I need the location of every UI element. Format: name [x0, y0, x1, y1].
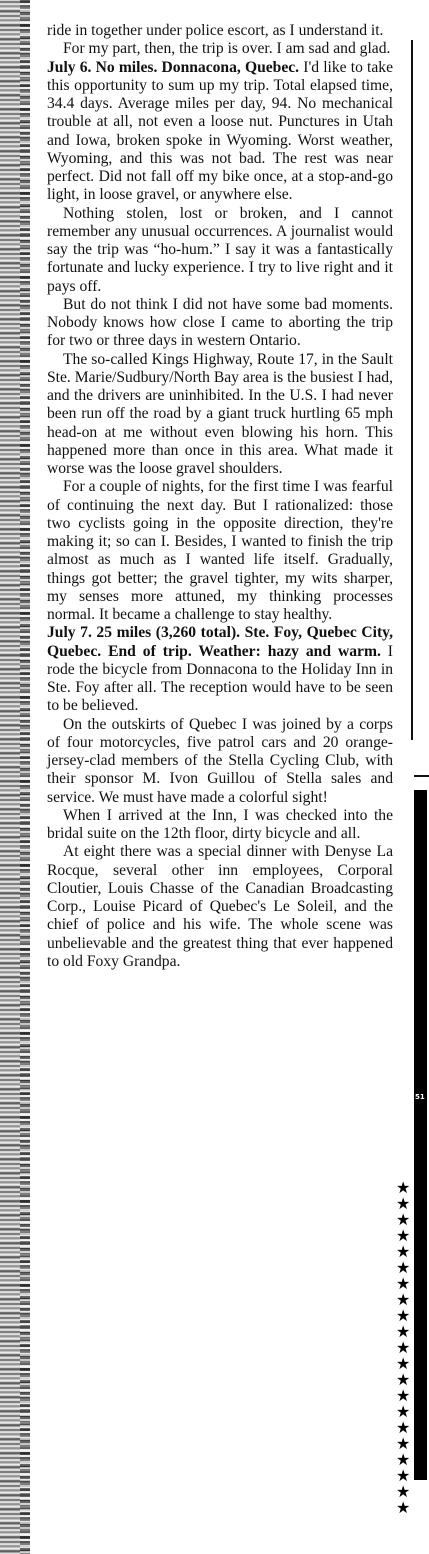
para-4: But do not think I did not have some bad moments. Nobody knows how close I came to aborting the trip for two or three days in western Ontario. — [47, 295, 393, 350]
adjacent-page-label: 51 — [415, 1093, 425, 1101]
star-icon: ★ — [396, 1402, 411, 1421]
star-icon: ★ — [396, 1178, 411, 1197]
star-icon: ★ — [396, 1226, 411, 1245]
star-icon: ★ — [396, 1450, 411, 1469]
star-icon: ★ — [396, 1498, 411, 1517]
star-icon: ★ — [396, 1434, 411, 1453]
para-2: July 6. No miles. Donnacona, Quebec. I'd like to take this opportunity to sum up my trip. Total elapsed time, 34.4 days. Average miles per day, 94. No mechanical trouble at all, not even a loose nut. Punctures in Utah and Iowa, broken spoke in Wyoming. Worst weather, Wyoming, and this was not bad. The rest was near perfect. Did not fall off my bike once, at a stop-and-go light, in loose gravel, or anywhere else. — [47, 58, 393, 204]
star-icon: ★ — [396, 1322, 411, 1341]
para-8: On the outskirts of Quebec I was joined by a corps of four motorcycles, five patrol cars and 20 orange-jersey-clad members of the Stella Cycling Club, with their sponsor M. Ivon Guillou of Stella sales and service. We must have made a colorful sight! — [47, 715, 393, 806]
entry-heading-july-6: July 6. No miles. Donnacona, Quebec. — [47, 58, 300, 76]
star-icon: ★ — [396, 1210, 411, 1229]
para-9: When I arrived at the Inn, I was checked into the bridal suite on the 12th floor, dirty bicycle and all. — [47, 806, 393, 842]
article-column — [47, 22, 393, 971]
star-icon: ★ — [396, 1418, 411, 1437]
star-icon: ★ — [396, 1274, 411, 1293]
star-icon: ★ — [396, 1194, 411, 1213]
para-5: The so-called Kings Highway, Route 17, in the Sault Ste. Marie/Sudbury/North Bay area is the busiest I had, and the drivers are uninhibited. In the U.S. I had never been run off the road by a giant truck hurtling 65 mph head-on at me without even blowing his horn. This happened more than once in this area. What made it worse was the loose gravel shoulders. — [47, 350, 393, 477]
star-icon: ★ — [396, 1258, 411, 1277]
star-icon: ★ — [396, 1386, 411, 1405]
right-column-rule — [411, 40, 413, 740]
para-7: July 7. 25 miles (3,260 total). Ste. Foy, Quebec City, Quebec. End of trip. Weather: hazy and warm. I rode the bicycle from Donnacona to the Holiday Inn in Ste. Foy after all. The reception would have to be seen to be believed. — [47, 624, 393, 715]
para-6: For a couple of nights, for the first time I was fearful of continuing the next day. But I rationalized: those two cyclists going in the opposite direction, they're making it; so can I. Besides, I wanted to finish the trip almost as much as I wanted life itself. Gradually, things got better; the gravel tighter, my wits sharper, my senses more attuned, my thinking processes normal. It became a challenge to stay healthy. — [47, 478, 393, 623]
para-3: Nothing stolen, lost or broken, and I cannot remember any unusual occurrences. A journalist would say the trip was “ho-hum.” I say it was a fantastically fortunate and lucky experience. I try to live right and it pays off. — [47, 204, 393, 295]
right-rule-horizontal — [414, 775, 429, 777]
entry-heading-july-7: July 7. 25 miles (3,260 total). Ste. Foy, Quebec City, Quebec. End of trip. Weather: hazy and warm. — [47, 624, 393, 660]
star-icon: ★ — [396, 1306, 411, 1325]
star-icon: ★ — [396, 1290, 411, 1309]
para-0: ride in together under police escort, as I understand it. — [47, 22, 384, 39]
para-10: At eight there was a special dinner with Denyse La Rocque, several other inn employees, Corporal Cloutier, Louis Chasse of the Canadian Broadcasting Corp., Louise Picard of Quebec's Le Soleil, and the chief of police and his wife. The whole scene was unbelievable and the greatest thing that ever happened to old Foxy Grandpa. — [47, 843, 393, 970]
star-icon: ★ — [396, 1466, 411, 1485]
star-icon: ★ — [396, 1242, 411, 1261]
star-icon: ★ — [396, 1482, 411, 1501]
star-border — [396, 1180, 426, 1516]
para-1: For my part, then, the trip is over. I am sad and glad. — [63, 40, 391, 58]
star-icon: ★ — [396, 1370, 411, 1389]
binding-edge — [20, 0, 30, 1554]
star-icon: ★ — [396, 1354, 411, 1373]
star-icon: ★ — [396, 1338, 411, 1357]
